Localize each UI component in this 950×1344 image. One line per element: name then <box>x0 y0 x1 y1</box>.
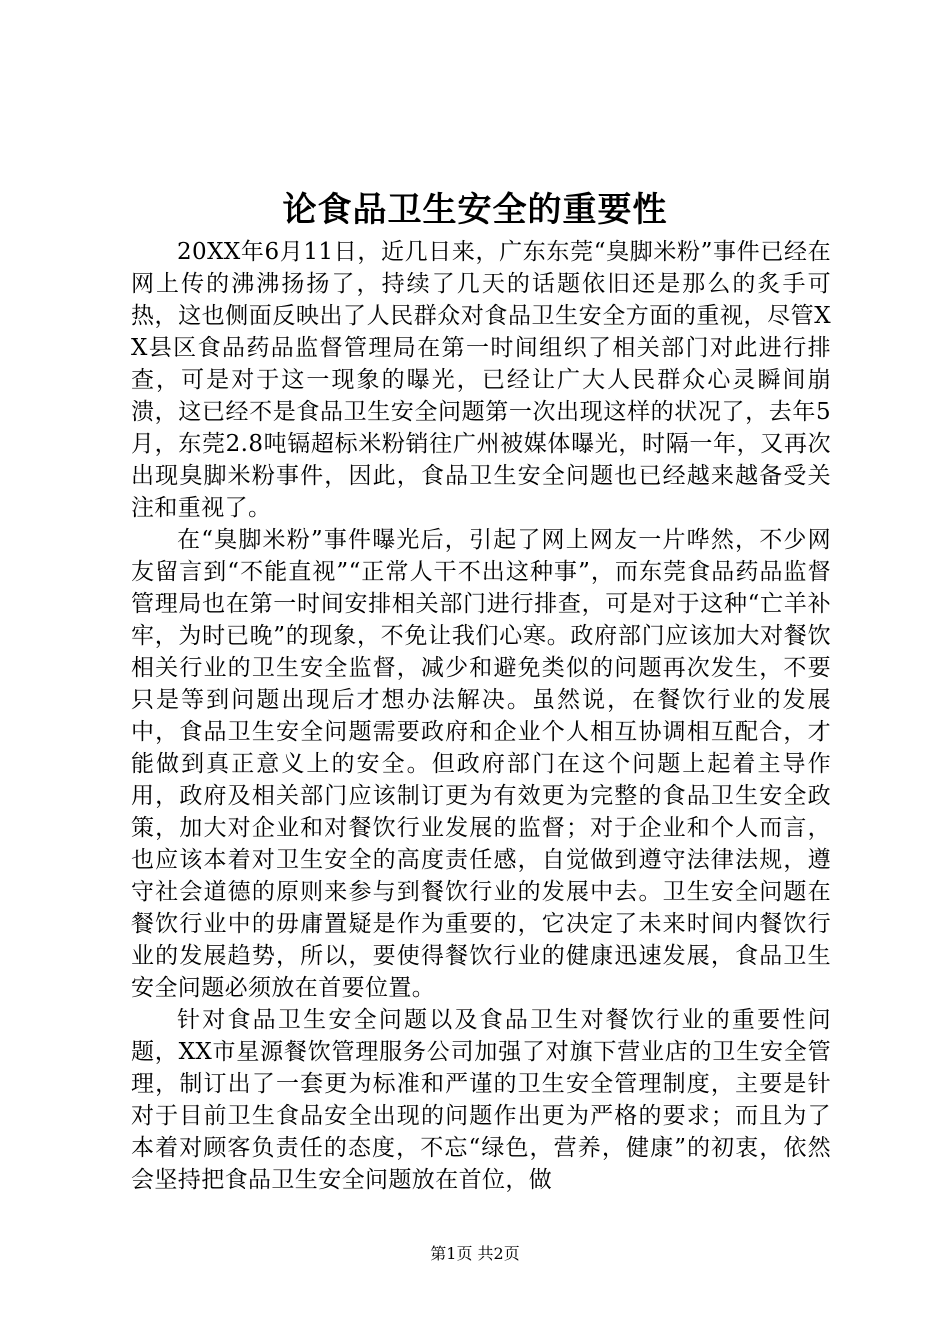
document-body <box>131 236 831 1196</box>
paragraph-1: 20XX年6月11日，近几日来，广东东莞“臭脚米粉”事件已经在网上传的沸沸扬扬了，持续了几天的话题依旧还是那么的炙手可热，这也侧面反映出了人民群众对食品卫生安全方面的重视，尽管XX县区食品药品监督管理局在第一时间组织了相关部门对此进行排查，可是对于这一现象的曝光，已经让广大人民群众心灵瞬间崩溃，这已经不是食品卫生安全问题第一次出现这样的状况了，去年5月，东莞2.8吨镉超标米粉销往广州被媒体曝光，时隔一年，又再次出现臭脚米粉事件，因此，食品卫生安全问题也已经越来越备受关注和重视了。 <box>131 239 831 521</box>
page-number-footer: 第1页 共2页 <box>430 1244 520 1263</box>
document-title: 论食品卫生安全的重要性 <box>282 190 668 230</box>
paragraph-3: 针对食品卫生安全问题以及食品卫生对餐饮行业的重要性问题，XX市星源餐饮管理服务公司加强了对旗下营业店的卫生安全管理，制订出了一套更为标准和严谨的卫生安全管理制度，主要是针对于目前卫生食品安全出现的问题作出更为严格的要求；而且为了本着对顾客负责任的态度，不忘“绿色，营养，健康”的初衷，依然会坚持把食品卫生安全问题放在首位，做 <box>131 1007 831 1193</box>
paragraph-2: 在“臭脚米粉”事件曝光后，引起了网上网友一片哗然，不少网友留言到“不能直视”“正常人干不出这种事”，而东莞食品药品监督管理局也在第一时间安排相关部门进行排查，可是对于这种“亡羊补牢，为时已晚”的现象，不免让我们心寒。政府部门应该加大对餐饮相关行业的卫生安全监督，减少和避免类似的问题再次发生，不要只是等到问题出现后才想办法解决。虽然说，在餐饮行业的发展中，食品卫生安全问题需要政府和企业个人相互协调相互配合，才能做到真正意义上的安全。但政府部门在这个问题上起着主导作用，政府及相关部门应该制订更为有效更为完整的食品卫生安全政策，加大对企业和对餐饮行业发展的监督；对于企业和个人而言，也应该本着对卫生安全的高度责任感，自觉做到遵守法律法规，遵守社会道德的原则来参与到餐饮行业的发展中去。卫生安全问题在餐饮行业中的毋庸置疑是作为重要的，它决定了未来时间内餐饮行业的发展趋势，所以，要使得餐饮行业的健康迅速发展，食品卫生安全问题必须放在首要位置。 <box>131 527 831 1001</box>
